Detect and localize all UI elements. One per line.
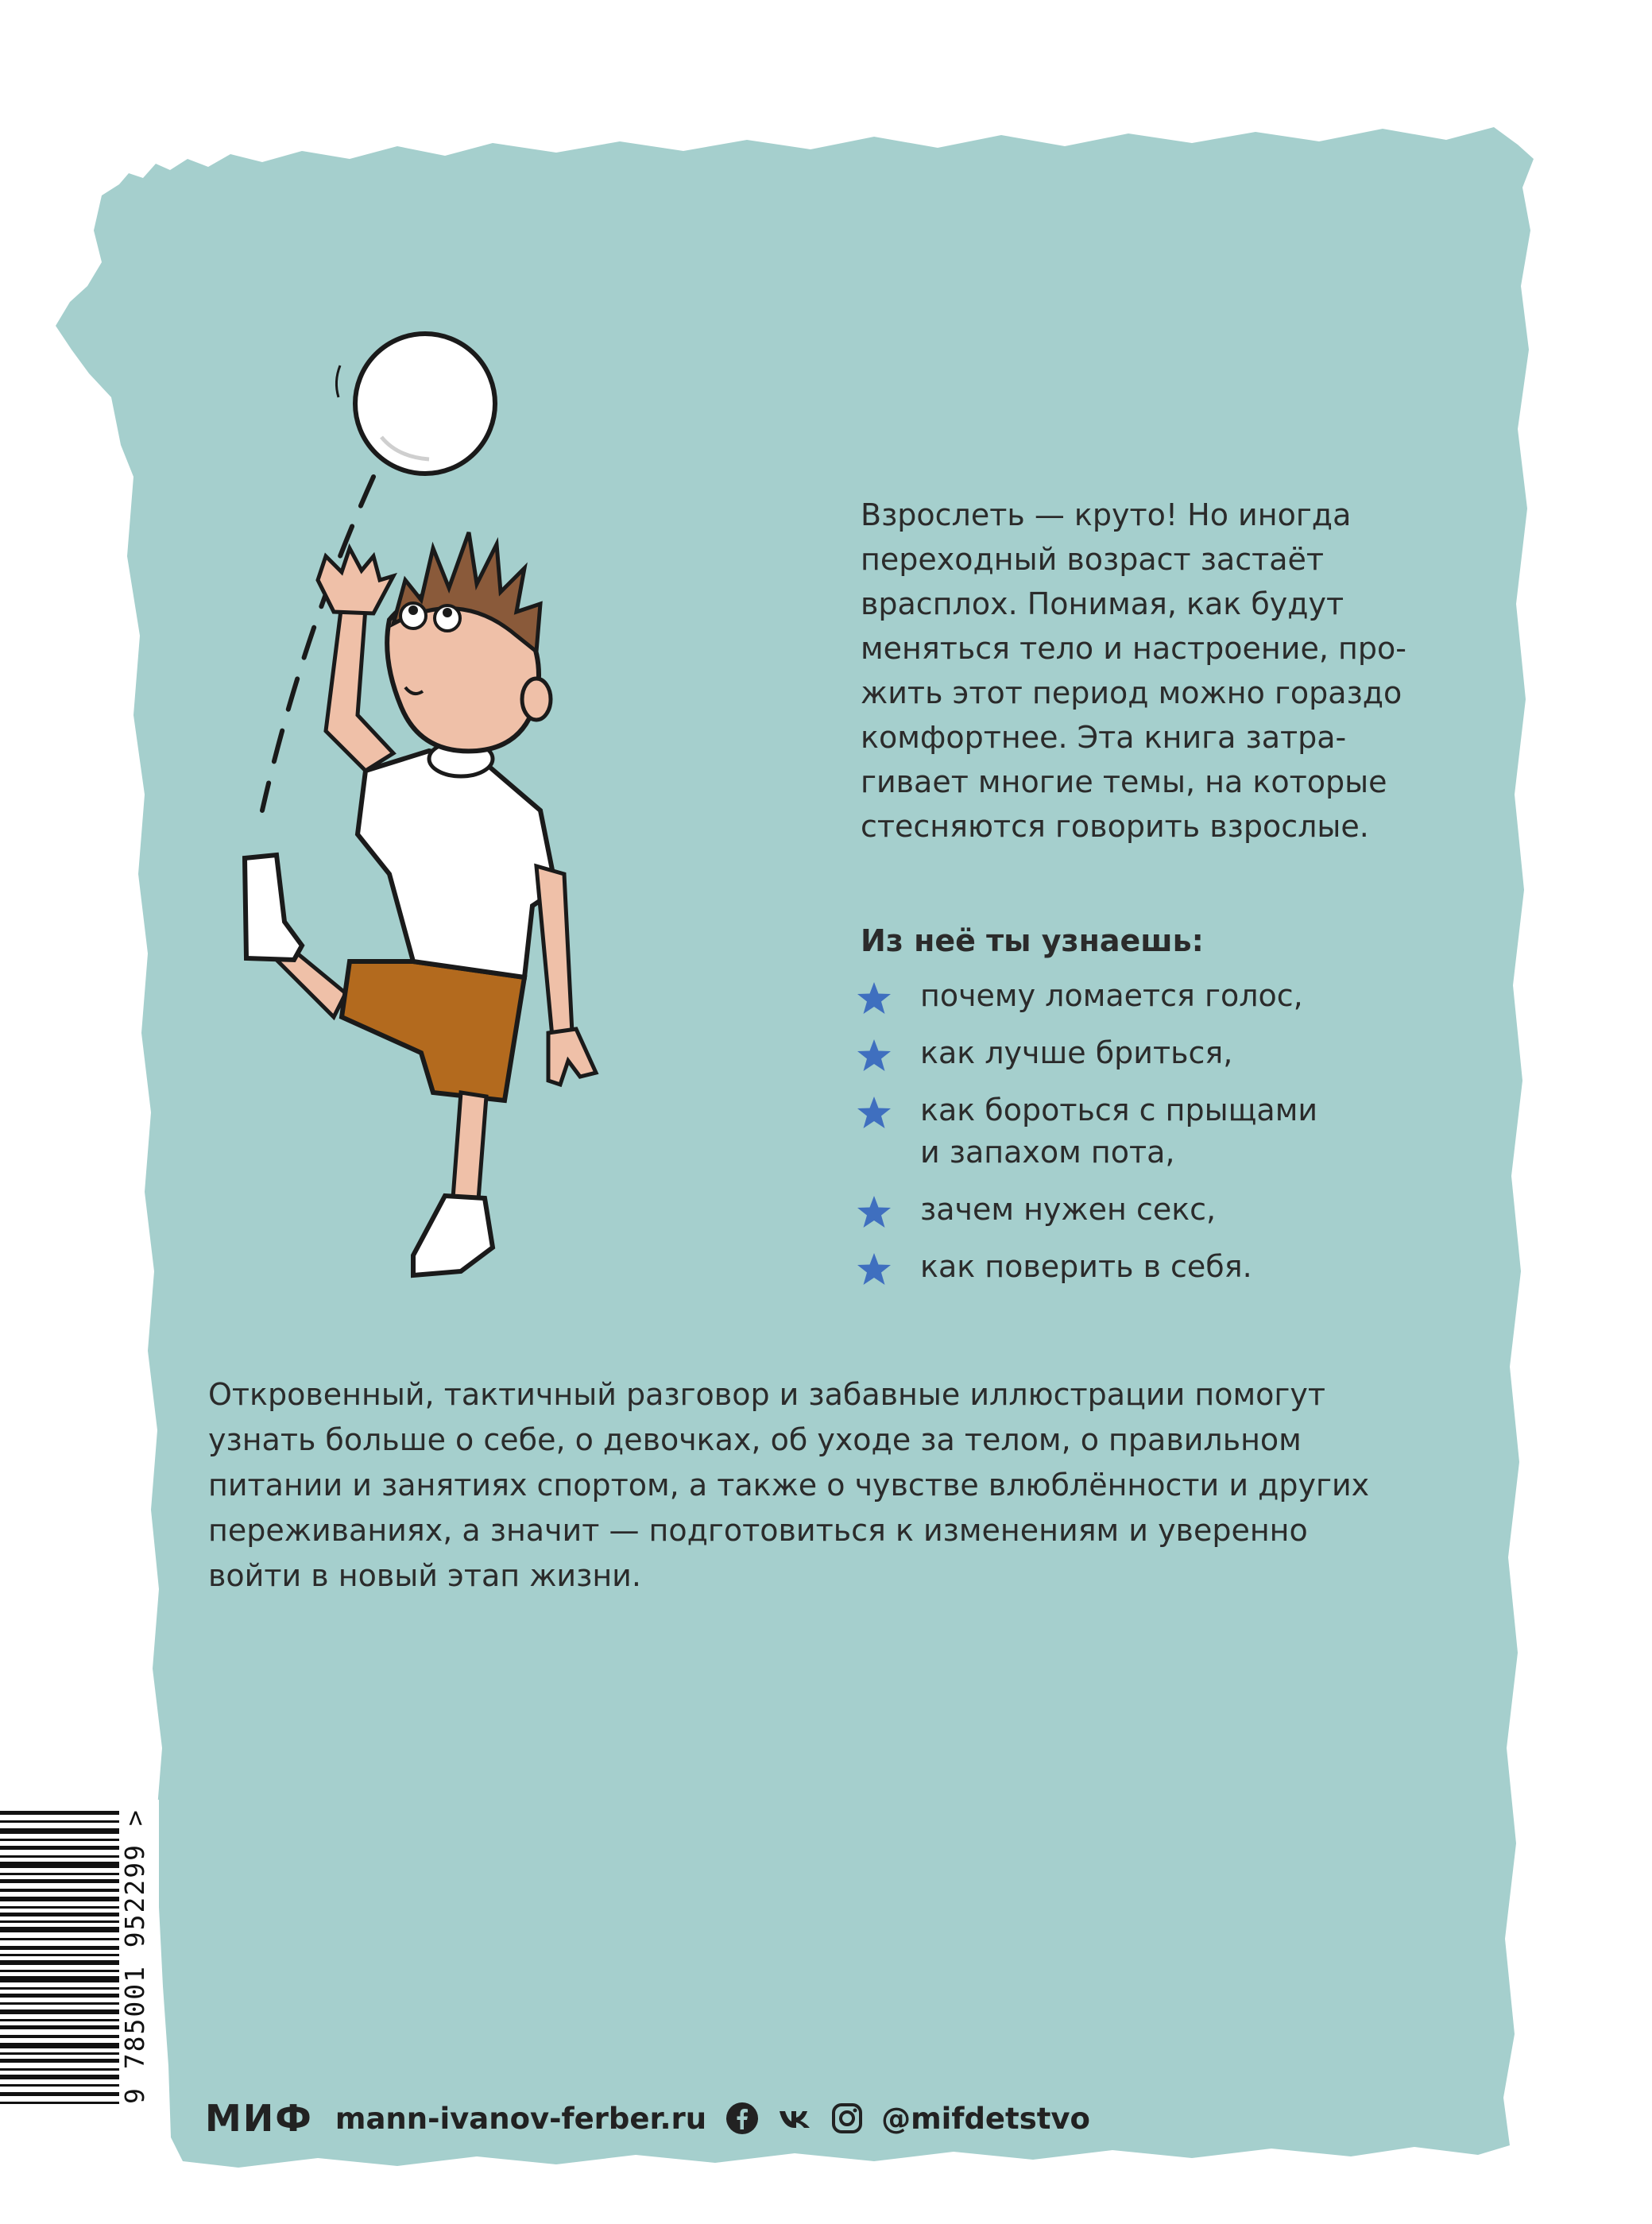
body-line: Откровенный, тактичный разговор и забавные иллюстрации помогут	[208, 1377, 1325, 1412]
list-item	[857, 975, 1429, 1017]
instagram-icon[interactable]	[830, 2102, 864, 2135]
intro-line: врасплох. Понимая, как будут	[861, 586, 1344, 621]
intro-line: стесняются говорить взрослые.	[861, 809, 1369, 844]
intro-line: Взрослеть — круто! Но иногда	[861, 497, 1352, 532]
body-line: питании и занятиях спортом, а также о чувстве влюблённости и других	[208, 1468, 1370, 1503]
vk-icon[interactable]	[778, 2102, 811, 2135]
star-icon	[857, 1096, 892, 1129]
star-icon	[857, 1252, 892, 1286]
intro-line: меняться тело и настроение, про-	[861, 631, 1406, 666]
star-icon	[857, 1039, 892, 1072]
publisher-logo: МИФ	[205, 2097, 313, 2140]
intro-paragraph	[861, 493, 1406, 849]
star-icon	[857, 981, 892, 1015]
ball-icon	[336, 334, 495, 474]
social-handle[interactable]: @mifdetstvo	[881, 2101, 1090, 2136]
boy-kicking-ball-illustration	[222, 318, 731, 1319]
list-item	[857, 1032, 1429, 1074]
intro-line: жить этот период можно гораздо	[861, 675, 1402, 710]
list-item	[857, 1189, 1429, 1231]
intro-line: переходный возраст застаёт	[861, 542, 1325, 577]
body-paragraph	[208, 1372, 1400, 1599]
list-item-text: как бороться с прыщами	[920, 1093, 1318, 1127]
body-line: узнать больше о себе, о девочках, об уходе за телом, о правильном	[208, 1422, 1302, 1457]
body-line: переживаниях, а значит — подготовиться к изменениям и уверенно	[208, 1513, 1308, 1548]
list-item-text: и запахом пота,	[920, 1135, 1175, 1170]
facebook-icon[interactable]	[725, 2102, 759, 2135]
list-item	[857, 1246, 1429, 1288]
list-item	[857, 1089, 1429, 1174]
website-link[interactable]: mann-ivanov-ferber.ru	[335, 2101, 707, 2136]
list-item-text: почему ломается голос,	[920, 978, 1303, 1013]
star-icon	[857, 1195, 892, 1228]
intro-line: комфортнее. Эта книга затра-	[861, 720, 1347, 755]
list-item-text: зачем нужен секс,	[920, 1192, 1217, 1227]
footer	[205, 2094, 1090, 2142]
body-line: войти в новый этап жизни.	[208, 1558, 641, 1593]
learn-list	[857, 975, 1429, 1303]
list-item-text: как лучше бриться,	[920, 1035, 1233, 1070]
barcode-digits: 9 785001 952299 >	[119, 1808, 150, 2104]
barcode-bars	[0, 1800, 119, 2113]
intro-line: гивает многие темы, на которые	[861, 764, 1387, 799]
learn-heading: Из неё ты узнаешь:	[861, 923, 1204, 958]
list-item-text: как поверить в себя.	[920, 1249, 1252, 1284]
